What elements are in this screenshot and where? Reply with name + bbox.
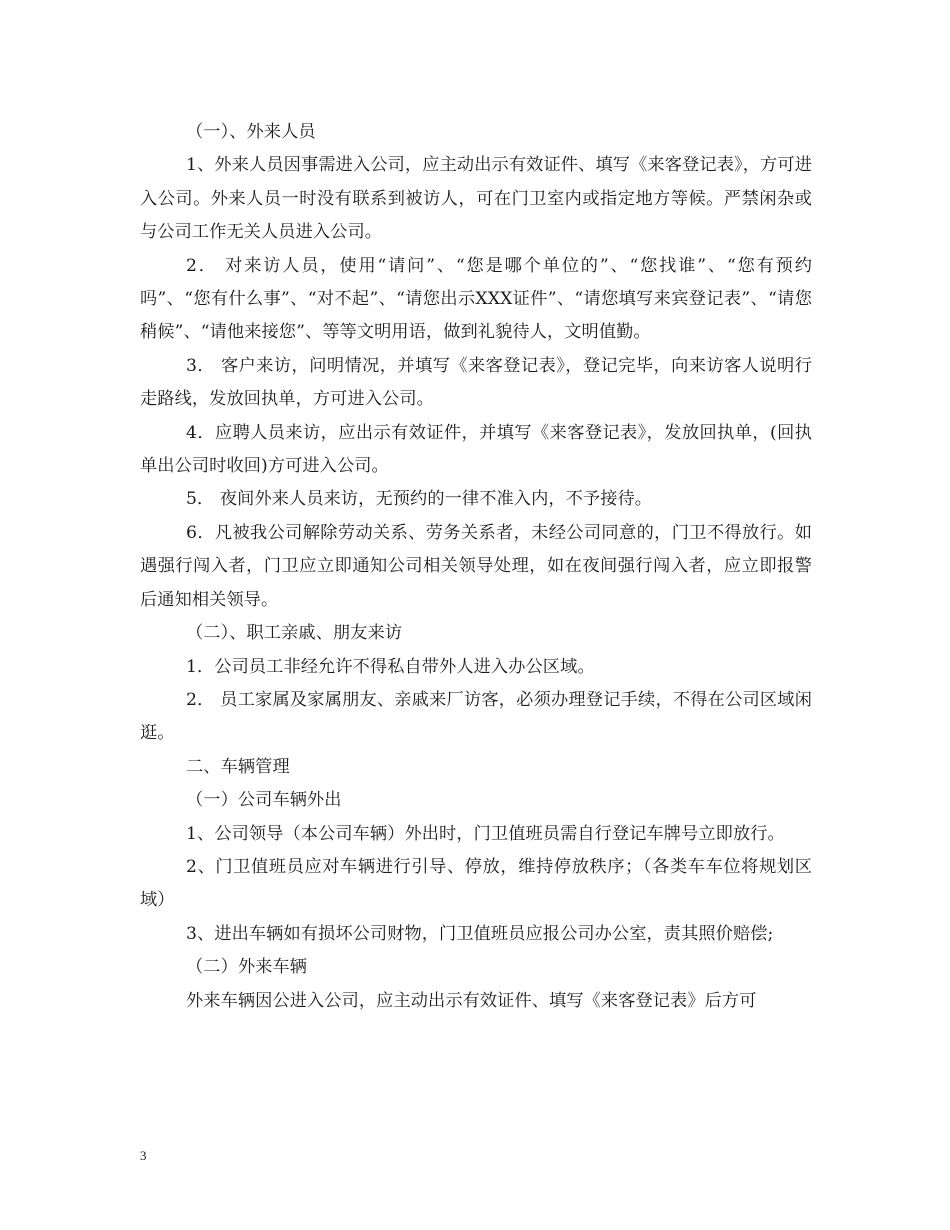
paragraph-vehicle-rule-2: 2、门卫值班员应对车辆进行引导、停放，维持停放秩序；（各类车车位将规划区域） — [140, 856, 812, 911]
section-heading-company-vehicles: （一）公司车辆外出 — [186, 790, 342, 811]
section-heading-external-vehicles: （二）外来车辆 — [186, 957, 308, 978]
section-heading-visitors: （一）、外来人员 — [186, 122, 316, 142]
paragraph-vehicle-rule-1: 1、公司领导（本公司车辆）外出时，门卫值班员需自行登记车牌号立即放行。 — [186, 823, 785, 844]
section-heading-family-visits: （二）、职工亲戚、朋友来访 — [186, 623, 403, 644]
paragraph-visitor-rule-3: 3． 客户来访，问明情况，并填写《来客登记表》，登记完毕，向来访客人说明行走路线，发放回执单，方可进入公司。 — [140, 355, 812, 410]
paragraph-visitor-rule-5: 5． 夜间外来人员来访，无预约的一律不准入内，不予接待。 — [186, 489, 653, 510]
paragraph-vehicle-rule-3: 3、进出车辆如有损坏公司财物，门卫值班员应报公司办公室，责其照价赔偿; — [186, 923, 774, 944]
paragraph-visitor-rule-6: 6．凡被我公司解除劳动关系、劳务关系者，未经公司同意的，门卫不得放行。如遇强行闯入者，门卫应立即通知公司相关领导处理，如在夜间强行闯入者，应立即报警后通知相关领导。 — [140, 522, 812, 610]
paragraph-visitor-rule-2: 2． 对来访人员，使用“请问”、“您是哪个单位的”、“您找谁”、“您有预约吗”、“您有什么事”、“对不起”、“请您出示XXX证件”、“请您填写来宾登记表”、“请您稍候”、“请他来接您”、等等文明用语，做到礼貌待人，文明值勤。 — [140, 255, 812, 343]
document-body — [140, 116, 812, 1018]
paragraph-family-rule-2: 2． 员工家属及家属朋友、亲戚来厂访客，必须办理登记手续，不得在公司区域闲逛。 — [140, 689, 812, 744]
paragraph-visitor-rule-4: 4．应聘人员来访，应出示有效证件，并填写《来客登记表》，发放回执单，(回执单出公司时收回)方可进入公司。 — [140, 422, 812, 477]
page-number: 3 — [140, 1148, 147, 1163]
paragraph-visitor-rule-1: 1、外来人员因事需进入公司，应主动出示有效证件、填写《来客登记表》，方可进入公司。外来人员一时没有联系到被访人，可在门卫室内或指定地方等候。严禁闲杂或与公司工作无关人员进入公司。 — [140, 155, 812, 243]
paragraph-external-vehicle-rule: 外来车辆因公进入公司，应主动出示有效证件、填写《来客登记表》后方可 — [186, 990, 757, 1011]
section-heading-vehicle-management: 二、车辆管理 — [186, 756, 290, 777]
paragraph-family-rule-1: 1．公司员工非经允许不得私自带外人进入办公区域。 — [186, 656, 595, 677]
